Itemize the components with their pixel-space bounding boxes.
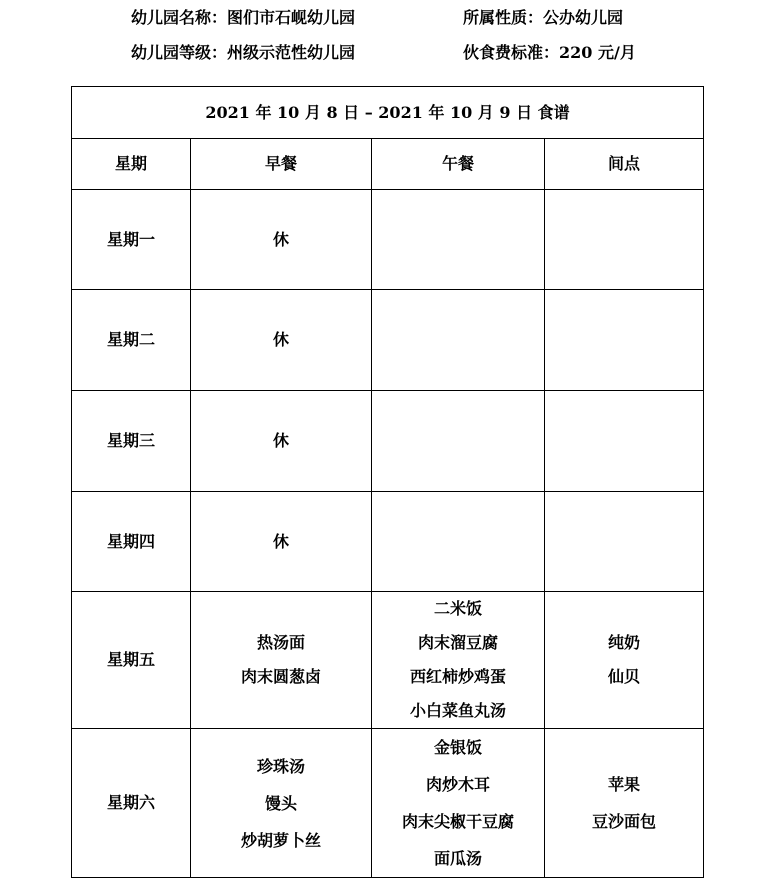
lunch-cell (372, 592, 545, 729)
day-cell: 星期三 (72, 391, 191, 492)
breakfast-item: 热汤面 (256, 633, 305, 652)
header-row (72, 139, 704, 190)
breakfast-cell (191, 729, 372, 878)
table-row (72, 592, 704, 729)
title-row (72, 87, 704, 139)
breakfast-item: 休 (272, 330, 289, 349)
breakfast-cell (191, 592, 372, 729)
lunch-item: 二米饭 (433, 599, 482, 618)
breakfast-cell (191, 492, 372, 592)
day-cell: 星期四 (72, 492, 191, 592)
table-row (72, 290, 704, 391)
lunch-item: 面瓜汤 (433, 849, 482, 868)
snack-item: 苹果 (608, 775, 641, 794)
table-row (72, 391, 704, 492)
column-header-lunch: 午餐 (372, 139, 545, 190)
day-cell: 星期一 (72, 190, 191, 290)
lunch-item: 肉末溜豆腐 (417, 633, 498, 652)
lunch-item: 肉炒木耳 (425, 775, 490, 794)
snack-cell (545, 492, 704, 592)
snack-cell (545, 190, 704, 290)
kindergarten-name: 幼儿园名称：图们市石岘幼儿园 (131, 8, 356, 27)
day-cell: 星期二 (72, 290, 191, 391)
breakfast-item: 馒头 (264, 793, 297, 813)
lunch-cell (372, 391, 545, 492)
table-row (72, 190, 704, 290)
lunch-cell (372, 729, 545, 878)
menu-title: 2021 年 10 月 8 日 – 2021 年 10 月 9 日 食谱 (72, 87, 704, 139)
lunch-cell (372, 290, 545, 391)
table-row (72, 492, 704, 592)
kindergarten-type: 所属性质：公办幼儿园 (463, 8, 624, 27)
snack-item: 仙贝 (608, 667, 641, 686)
snack-cell (545, 729, 704, 878)
breakfast-item: 珍珠汤 (256, 756, 305, 776)
snack-item: 纯奶 (608, 633, 641, 652)
breakfast-item: 休 (272, 531, 289, 551)
day-cell: 星期五 (72, 592, 191, 729)
column-header-breakfast: 早餐 (191, 139, 372, 190)
table-row (72, 729, 704, 878)
lunch-item: 小白菜鱼丸汤 (409, 701, 506, 720)
snack-cell (545, 290, 704, 391)
lunch-item: 肉末尖椒干豆腐 (401, 812, 514, 831)
lunch-item: 金银饭 (433, 738, 482, 757)
breakfast-item: 肉末圆葱卤 (240, 667, 321, 686)
snack-cell (545, 391, 704, 492)
snack-cell (545, 592, 704, 729)
snack-item: 豆沙面包 (592, 812, 657, 831)
breakfast-cell (191, 391, 372, 492)
lunch-item: 西红柿炒鸡蛋 (409, 667, 506, 686)
lunch-cell (372, 190, 545, 290)
lunch-cell (372, 492, 545, 592)
breakfast-item: 休 (272, 431, 289, 450)
breakfast-item: 休 (272, 229, 289, 249)
breakfast-cell (191, 190, 372, 290)
column-header-day: 星期 (72, 139, 191, 190)
breakfast-item: 炒胡萝卜丝 (240, 830, 321, 850)
day-cell: 星期六 (72, 729, 191, 878)
column-header-snack: 间点 (545, 139, 704, 190)
meal-fee-standard: 伙食费标准：220 元/月 (463, 43, 636, 62)
breakfast-cell (191, 290, 372, 391)
menu-table (71, 86, 704, 878)
kindergarten-level: 幼儿园等级：州级示范性幼儿园 (131, 43, 356, 62)
